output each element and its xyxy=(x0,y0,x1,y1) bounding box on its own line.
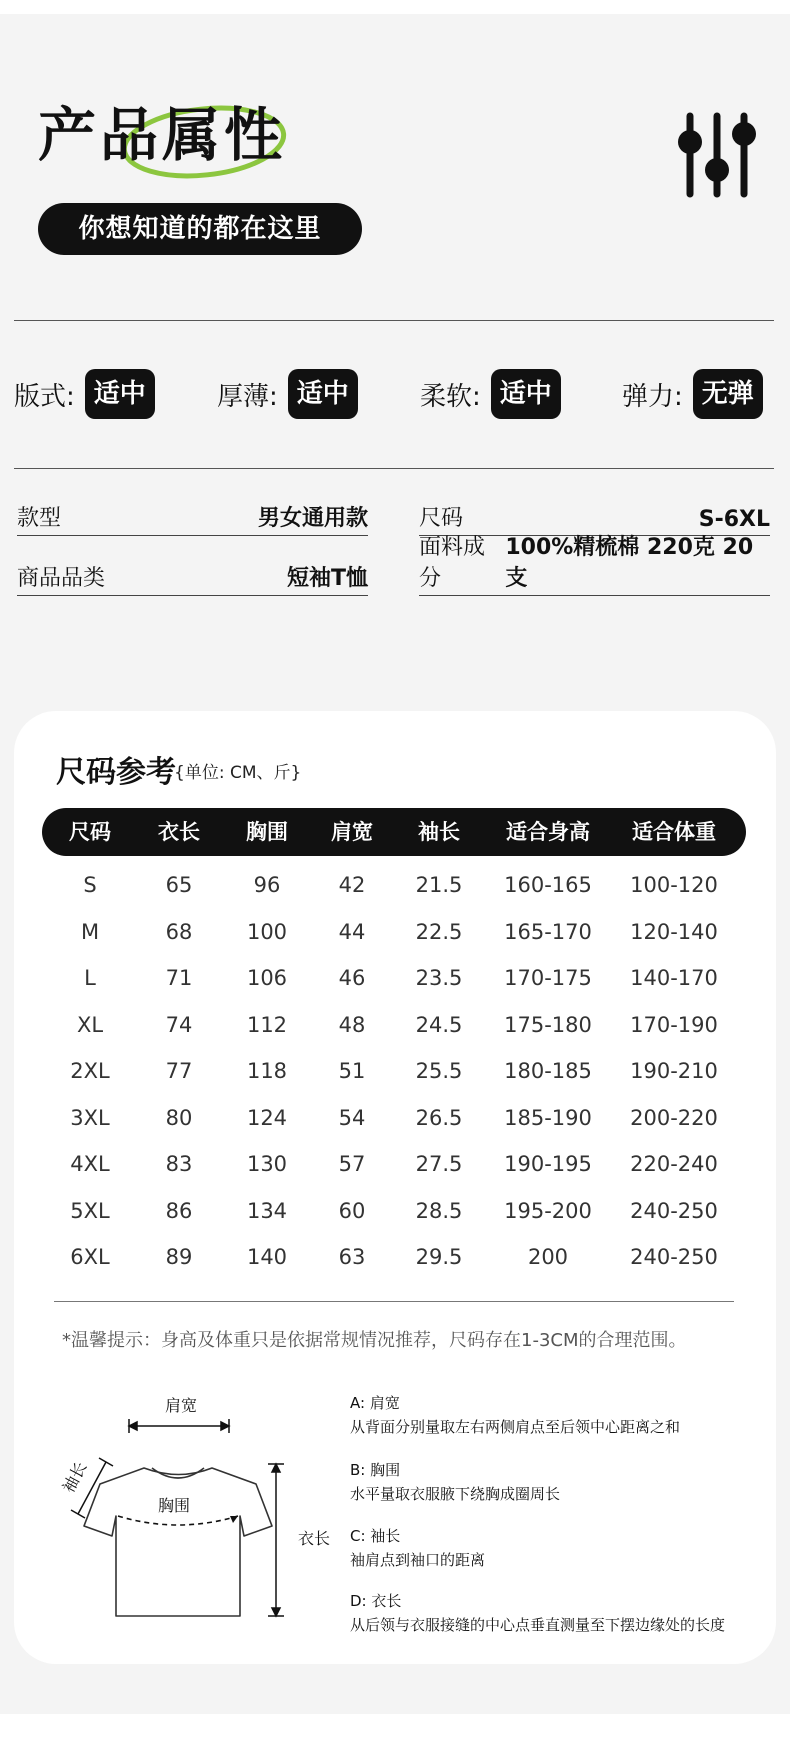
diagram-sleeve-label: 袖长 xyxy=(58,1458,91,1496)
size-table-column-header: 袖长 xyxy=(418,820,460,844)
subtitle-pill: 你想知道的都在这里 xyxy=(38,203,362,255)
table-cell: 42 xyxy=(338,873,366,897)
table-cell: 27.5 xyxy=(415,1152,463,1176)
table-row xyxy=(14,1199,776,1245)
table-cell: 5XL xyxy=(70,1198,110,1223)
table-cell: 190-210 xyxy=(630,1059,718,1083)
table-cell: 175-180 xyxy=(504,1012,592,1037)
size-table-column-header: 适合身高 xyxy=(506,820,590,844)
page-title: 产品属性 xyxy=(38,101,287,169)
diagram-chest-label: 胸围 xyxy=(157,1496,191,1515)
table-cell: 68 xyxy=(165,919,193,944)
divider xyxy=(14,468,774,469)
table-cell: 200-220 xyxy=(630,1105,718,1130)
table-row xyxy=(14,1106,776,1152)
table-cell: S xyxy=(83,873,97,897)
spec-value: 100%精梳棉 220克 20支 xyxy=(505,535,754,591)
size-note: *温馨提示：身高及体重只是依据常规情况推荐，尺码存在1-3CM的合理范围。 xyxy=(62,1330,687,1351)
table-cell: 29.5 xyxy=(415,1245,463,1269)
table-cell: 220-240 xyxy=(630,1152,718,1176)
table-cell: 118 xyxy=(246,1059,288,1083)
spec-value: S-6XL xyxy=(698,507,770,532)
table-cell: 21.5 xyxy=(415,873,463,897)
table-row xyxy=(14,1013,776,1059)
measure-desc: 从背面分别量取左右两侧肩点至后领中心距离之和 xyxy=(350,1418,681,1436)
attribute-value: 无弹 xyxy=(693,369,763,419)
table-cell: 3XL xyxy=(70,1105,110,1130)
measure-title: B: 胸围 xyxy=(350,1461,401,1479)
attribute-label: 弹力: xyxy=(622,381,683,412)
table-row xyxy=(14,1059,776,1105)
table-cell: 190-195 xyxy=(504,1152,592,1176)
table-cell: 185-190 xyxy=(504,1105,592,1130)
table-cell: 200 xyxy=(527,1245,569,1269)
spec-label: 尺码 xyxy=(419,506,464,531)
table-cell: 240-250 xyxy=(630,1245,718,1269)
divider xyxy=(54,1301,734,1302)
measure-desc: 袖肩点到袖口的距离 xyxy=(350,1551,486,1569)
attribute-fit xyxy=(14,368,155,420)
measure-sleeve xyxy=(350,1524,485,1572)
table-cell: 86 xyxy=(165,1198,193,1223)
table-cell: 130 xyxy=(246,1152,288,1176)
spec-label: 款型 xyxy=(17,506,62,531)
table-cell: 100 xyxy=(246,919,288,944)
table-cell: 165-170 xyxy=(504,919,592,944)
spec-value: 男女通用款 xyxy=(257,506,368,531)
table-cell: 124 xyxy=(246,1105,288,1130)
table-cell: XL xyxy=(76,1012,104,1037)
size-table-column-header: 肩宽 xyxy=(331,820,373,844)
table-row xyxy=(14,966,776,1012)
diagram-shoulder-label: 肩宽 xyxy=(164,1396,198,1415)
table-cell: 74 xyxy=(165,1012,193,1037)
table-cell: 180-185 xyxy=(504,1059,592,1083)
attribute-label: 柔软: xyxy=(420,381,481,412)
table-cell: 48 xyxy=(338,1012,366,1037)
tshirt-measurement-diagram xyxy=(44,1376,364,1646)
table-cell: 60 xyxy=(338,1198,366,1223)
table-row xyxy=(14,1245,776,1291)
spec-category xyxy=(17,556,368,596)
table-cell: 25.5 xyxy=(415,1059,463,1083)
table-cell: 26.5 xyxy=(415,1105,463,1130)
table-cell: 54 xyxy=(338,1105,366,1130)
table-cell: 89 xyxy=(165,1245,193,1269)
sliders-icon xyxy=(672,110,762,200)
table-cell: 77 xyxy=(165,1059,193,1083)
table-cell: 22.5 xyxy=(415,919,463,944)
table-cell: 160-165 xyxy=(504,873,592,897)
attribute-thickness xyxy=(217,368,358,420)
measure-desc: 水平量取衣服腋下绕胸成圈周长 xyxy=(350,1485,561,1503)
attribute-value: 适中 xyxy=(491,369,561,419)
table-cell: 80 xyxy=(165,1105,193,1130)
table-cell: 4XL xyxy=(70,1152,110,1176)
measure-title: C: 袖长 xyxy=(350,1527,401,1545)
table-cell: 106 xyxy=(246,966,288,990)
table-cell: 2XL xyxy=(70,1059,110,1083)
table-cell: 195-200 xyxy=(504,1198,592,1223)
size-table-column-header: 尺码 xyxy=(69,820,111,844)
attribute-label: 版式: xyxy=(14,381,75,412)
attribute-softness xyxy=(420,368,561,420)
diagram-length-label: 衣长 xyxy=(298,1529,331,1548)
table-row xyxy=(14,873,776,919)
spec-label: 商品品类 xyxy=(17,566,106,591)
table-cell: 44 xyxy=(338,919,366,944)
measure-shoulder xyxy=(350,1391,680,1439)
table-row xyxy=(14,920,776,966)
table-cell: L xyxy=(84,966,96,990)
spec-style xyxy=(17,496,368,536)
table-cell: 28.5 xyxy=(415,1198,463,1223)
table-cell: 140-170 xyxy=(630,966,718,990)
size-chart-unit: {单位: CM、斤} xyxy=(174,763,302,783)
measure-length xyxy=(350,1589,725,1637)
table-cell: 57 xyxy=(338,1152,366,1176)
table-cell: 24.5 xyxy=(415,1012,463,1037)
size-table-column-header: 衣长 xyxy=(158,820,200,844)
table-cell: 6XL xyxy=(70,1245,110,1269)
table-cell: 120-140 xyxy=(630,919,718,944)
spec-fabric xyxy=(419,535,770,596)
table-cell: 71 xyxy=(165,966,193,990)
table-cell: 51 xyxy=(338,1059,366,1083)
table-cell: 83 xyxy=(165,1152,193,1176)
size-table-header xyxy=(42,808,746,856)
table-cell: 170-175 xyxy=(504,966,592,990)
table-cell: 240-250 xyxy=(630,1198,718,1223)
table-cell: 100-120 xyxy=(630,873,718,897)
table-cell: 96 xyxy=(253,873,281,897)
measure-title: D: 衣长 xyxy=(350,1592,402,1610)
size-chart-card xyxy=(14,711,776,1664)
size-table-column-header: 适合体重 xyxy=(632,820,716,844)
table-row xyxy=(14,1152,776,1198)
measure-desc: 从后领与衣服接缝的中心点垂直测量至下摆边缘处的长度 xyxy=(350,1616,726,1634)
table-cell: 23.5 xyxy=(415,966,463,990)
divider xyxy=(14,320,774,321)
spec-label: 面料成分 xyxy=(419,535,486,591)
table-cell: M xyxy=(80,919,100,944)
table-cell: 134 xyxy=(246,1198,288,1223)
table-cell: 112 xyxy=(246,1012,288,1037)
table-cell: 140 xyxy=(246,1245,288,1269)
measure-chest xyxy=(350,1458,560,1506)
spec-value: 短袖T恤 xyxy=(286,566,368,591)
measure-title: A: 肩宽 xyxy=(350,1394,400,1412)
attribute-value: 适中 xyxy=(85,369,155,419)
table-cell: 170-190 xyxy=(630,1012,718,1037)
size-table-column-header: 胸围 xyxy=(246,820,288,844)
attribute-elasticity xyxy=(622,368,763,420)
attribute-label: 厚薄: xyxy=(217,381,278,412)
table-cell: 63 xyxy=(338,1245,366,1269)
table-cell: 46 xyxy=(338,966,366,990)
attribute-value: 适中 xyxy=(288,369,358,419)
size-chart-title: 尺码参考 xyxy=(56,755,176,790)
table-cell: 65 xyxy=(165,873,193,897)
